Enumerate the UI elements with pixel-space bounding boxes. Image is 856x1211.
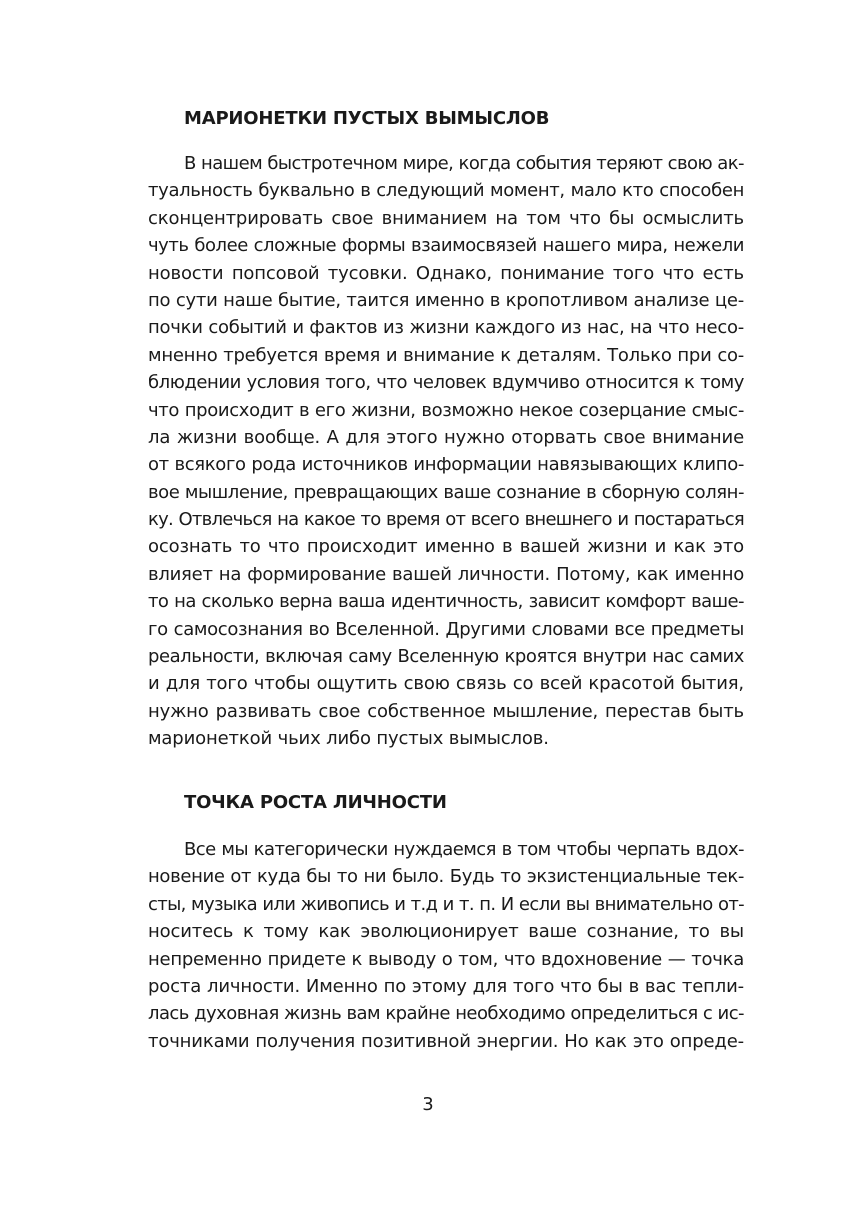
text-line: от всякого рода источников информации навязывающих клипо- xyxy=(148,454,744,476)
section-paragraph-2 xyxy=(148,836,744,1055)
section-paragraph-1 xyxy=(148,150,744,753)
section-heading-1: МАРИОНЕТКИ ПУСТЫХ ВЫМЫСЛОВ xyxy=(184,108,550,129)
text-line: сты, музыка или живопись и т.д и т. п. И если вы внимательно от- xyxy=(148,893,744,915)
text-line: реальности, включая саму Вселенную кроятся внутри нас самих xyxy=(148,646,744,668)
text-line: непременно придете к выводу о том, что вдохновение — точка xyxy=(148,948,744,970)
text-line: роста личности. Именно по этому для того что бы в вас тепли- xyxy=(148,975,744,997)
text-line: мненно требуется время и внимание к деталям. Только при со- xyxy=(148,344,744,366)
section-heading-2: ТОЧКА РОСТА ЛИЧНОСТИ xyxy=(184,792,447,813)
text-line: новости попсовой тусовки. Однако, понимание того что есть xyxy=(148,262,744,284)
text-line: нужно развивать свое собственное мышление, перестав быть xyxy=(148,700,744,722)
text-line: Все мы категорически нуждаемся в том чтобы черпать вдох- xyxy=(184,839,744,860)
text-line: туальность буквально в следующий момент, мало кто способен xyxy=(148,180,744,202)
text-line: что происходит в его жизни, возможно некое созерцание смыс- xyxy=(148,399,744,421)
text-line: вое мышление, превращающих ваше сознание в сборную солян- xyxy=(148,481,744,503)
text-line: лась духовная жизнь вам крайне необходимо определиться с ис- xyxy=(148,1003,744,1025)
text-line: чуть более сложные формы взаимосвязей нашего мира, нежели xyxy=(148,235,744,257)
text-line: носитесь к тому как эволюционирует ваше сознание, то вы xyxy=(148,921,744,943)
text-line: влияет на формирование вашей личности. Потому, как именно xyxy=(148,563,744,585)
text-line: по сути наше бытие, таится именно в кропотливом анализе це- xyxy=(148,289,744,311)
text-line: новение от куда бы то ни было. Будь то экзистенциальные тек- xyxy=(148,866,744,888)
text-line: и для того чтобы ощутить свою связь со всей красотой бытия, xyxy=(148,673,744,695)
page-number: 3 xyxy=(422,1094,434,1115)
text-line: сконцентрировать свое вниманием на том что бы осмыслить xyxy=(148,207,744,229)
text-line: В нашем быстротечном мире, когда события теряют свою ак- xyxy=(184,153,745,174)
text-line: осознать то что происходит именно в вашей жизни и как это xyxy=(148,536,744,558)
text-line: блюдении условия того, что человек вдумчиво относится к тому xyxy=(148,372,744,394)
text-line: точниками получения позитивной энергии. Но как это опреде- xyxy=(148,1030,744,1052)
text-line: ку. Отвлечься на какое то время от всего внешнего и постараться xyxy=(148,509,744,531)
text-line: то на сколько верна ваша идентичность, зависит комфорт ваше- xyxy=(148,591,744,613)
text-line: почки событий и фактов из жизни каждого из нас, на что несо- xyxy=(148,317,744,339)
text-line: ла жизни вообще. А для этого нужно оторвать свое внимание xyxy=(148,426,744,448)
text-line: марионеткой чьих либо пустых вымыслов. xyxy=(148,728,549,750)
text-line: го самосознания во Вселенной. Другими словами все предметы xyxy=(148,618,744,640)
